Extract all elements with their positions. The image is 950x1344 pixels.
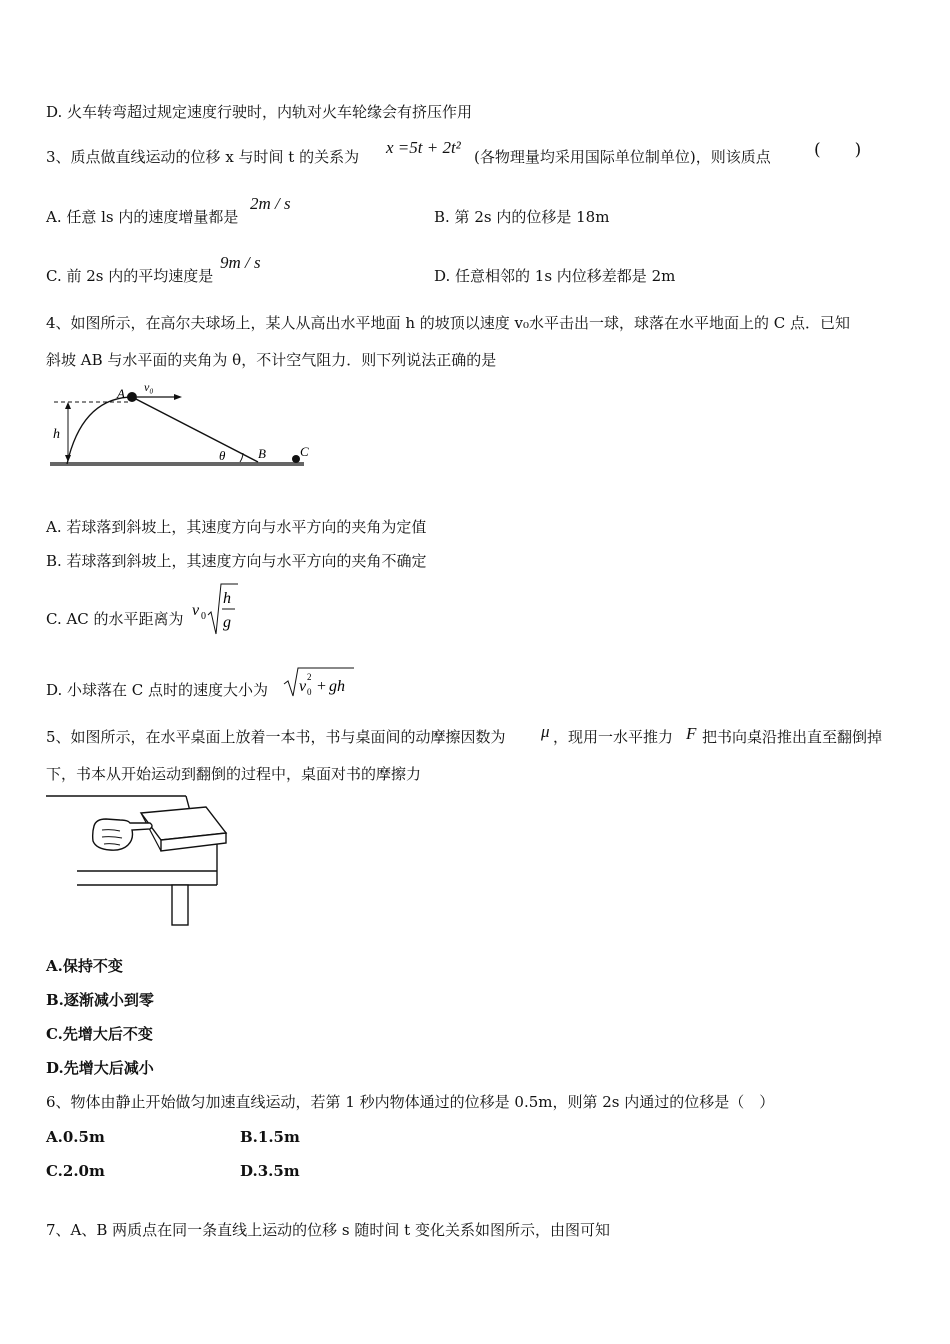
q7-stem: 7、A、B 两质点在同一条直线上运动的位移 s 随时间 t 变化关系如图所示，由图可知 bbox=[46, 1221, 610, 1239]
q5-option-b: B.逐渐减小到零 bbox=[46, 991, 154, 1009]
q3-stem-part2: (各物理量均采用国际单位制单位)，则该质点 bbox=[474, 148, 771, 166]
q4-option-b: B. 若球落到斜坡上，其速度方向与水平方向的夹角不确定 bbox=[46, 552, 427, 570]
q5-mu-symbol: μ bbox=[541, 722, 550, 741]
q4-stem-line1: 4、如图所示，在高尔夫球场上，某人从高出水平地面 h 的坡顶以速度 v₀水平击出一球，球落在水平地面上的 C 点．已知 bbox=[46, 314, 851, 332]
prev-question-option-d: D. 火车转弯超过规定速度行驶时，内轨对火车轮缘会有挤压作用 bbox=[46, 103, 473, 121]
svg-text:2: 2 bbox=[307, 672, 312, 682]
q5-option-d: D.先增大后减小 bbox=[46, 1059, 154, 1077]
q6-option-d: D.3.5m bbox=[240, 1162, 300, 1180]
figure-label-c: C bbox=[300, 444, 309, 459]
q4-stem-line2: 斜坡 AB 与水平面的夹角为 θ，不计空气阻力．则下列说法正确的是 bbox=[46, 351, 497, 369]
q3-option-d: D. 任意相邻的 1s 内位移差都是 2m bbox=[434, 267, 676, 285]
q3-formula: x =5t + 2t² bbox=[386, 138, 461, 157]
q4-option-a: A. 若球落到斜坡上，其速度方向与水平方向的夹角为定值 bbox=[46, 518, 427, 536]
svg-text:v: v bbox=[299, 678, 307, 695]
svg-text:+: + bbox=[317, 678, 327, 695]
figure-label-theta: θ bbox=[219, 448, 226, 463]
q4-option-d: D. 小球落在 C 点时的速度大小为 bbox=[46, 681, 269, 699]
figure-label-h: h bbox=[53, 427, 60, 442]
q6-option-b: B.1.5m bbox=[240, 1128, 300, 1146]
q4-golf-slope-figure bbox=[46, 378, 316, 473]
q5-stem-part2: ，现用一水平推力 bbox=[553, 728, 674, 746]
svg-text:g: g bbox=[223, 614, 231, 631]
q4-option-c: C. AC 的水平距离为 bbox=[46, 610, 184, 628]
svg-text:v: v bbox=[192, 602, 200, 619]
q3-option-c-value: 9m / s bbox=[220, 253, 261, 272]
q5-stem-line2: 下，书本从开始运动到翻倒的过程中，桌面对书的摩擦力 bbox=[46, 765, 422, 783]
q3-stem-part1: 3、质点做直线运动的位移 x 与时间 t 的关系为 bbox=[46, 148, 360, 166]
q3-option-a: A. 任意 ls 内的速度增量都是 bbox=[46, 208, 239, 226]
q3-option-c: C. 前 2s 内的平均速度是 bbox=[46, 267, 214, 285]
q4-option-c-formula bbox=[192, 581, 244, 639]
figure-label-v0: v₀ bbox=[144, 380, 154, 394]
figure-label-b: B bbox=[258, 446, 266, 461]
q5-stem-part1: 5、如图所示，在水平桌面上放着一本书，书与桌面间的动摩擦因数为 bbox=[46, 728, 506, 746]
q3-option-a-value: 2m / s bbox=[250, 194, 291, 213]
svg-text:0: 0 bbox=[307, 687, 312, 697]
svg-text:h: h bbox=[223, 590, 231, 607]
q5-book-table-figure bbox=[46, 793, 226, 927]
q4-option-d-formula bbox=[284, 664, 360, 700]
svg-text:0: 0 bbox=[201, 611, 206, 622]
figure-label-a: A bbox=[117, 386, 125, 401]
q6-option-a: A.0.5m bbox=[46, 1128, 105, 1146]
q3-answer-bracket: ( ) bbox=[814, 140, 862, 160]
q5-option-a: A.保持不变 bbox=[46, 957, 123, 975]
q5-stem-part3: 把书向桌沿推出直至翻倒掉 bbox=[702, 728, 883, 746]
svg-text:gh: gh bbox=[329, 678, 345, 695]
q5-force-symbol: F bbox=[686, 724, 697, 743]
q6-stem: 6、物体由静止开始做匀加速直线运动，若第 1 秒内物体通过的位移是 0.5m，则第 2s 内通过的位移是（ ） bbox=[46, 1093, 775, 1111]
q3-option-b: B. 第 2s 内的位移是 18m bbox=[434, 208, 610, 226]
q6-option-c: C.2.0m bbox=[46, 1162, 105, 1180]
q5-option-c: C.先增大后不变 bbox=[46, 1025, 153, 1043]
